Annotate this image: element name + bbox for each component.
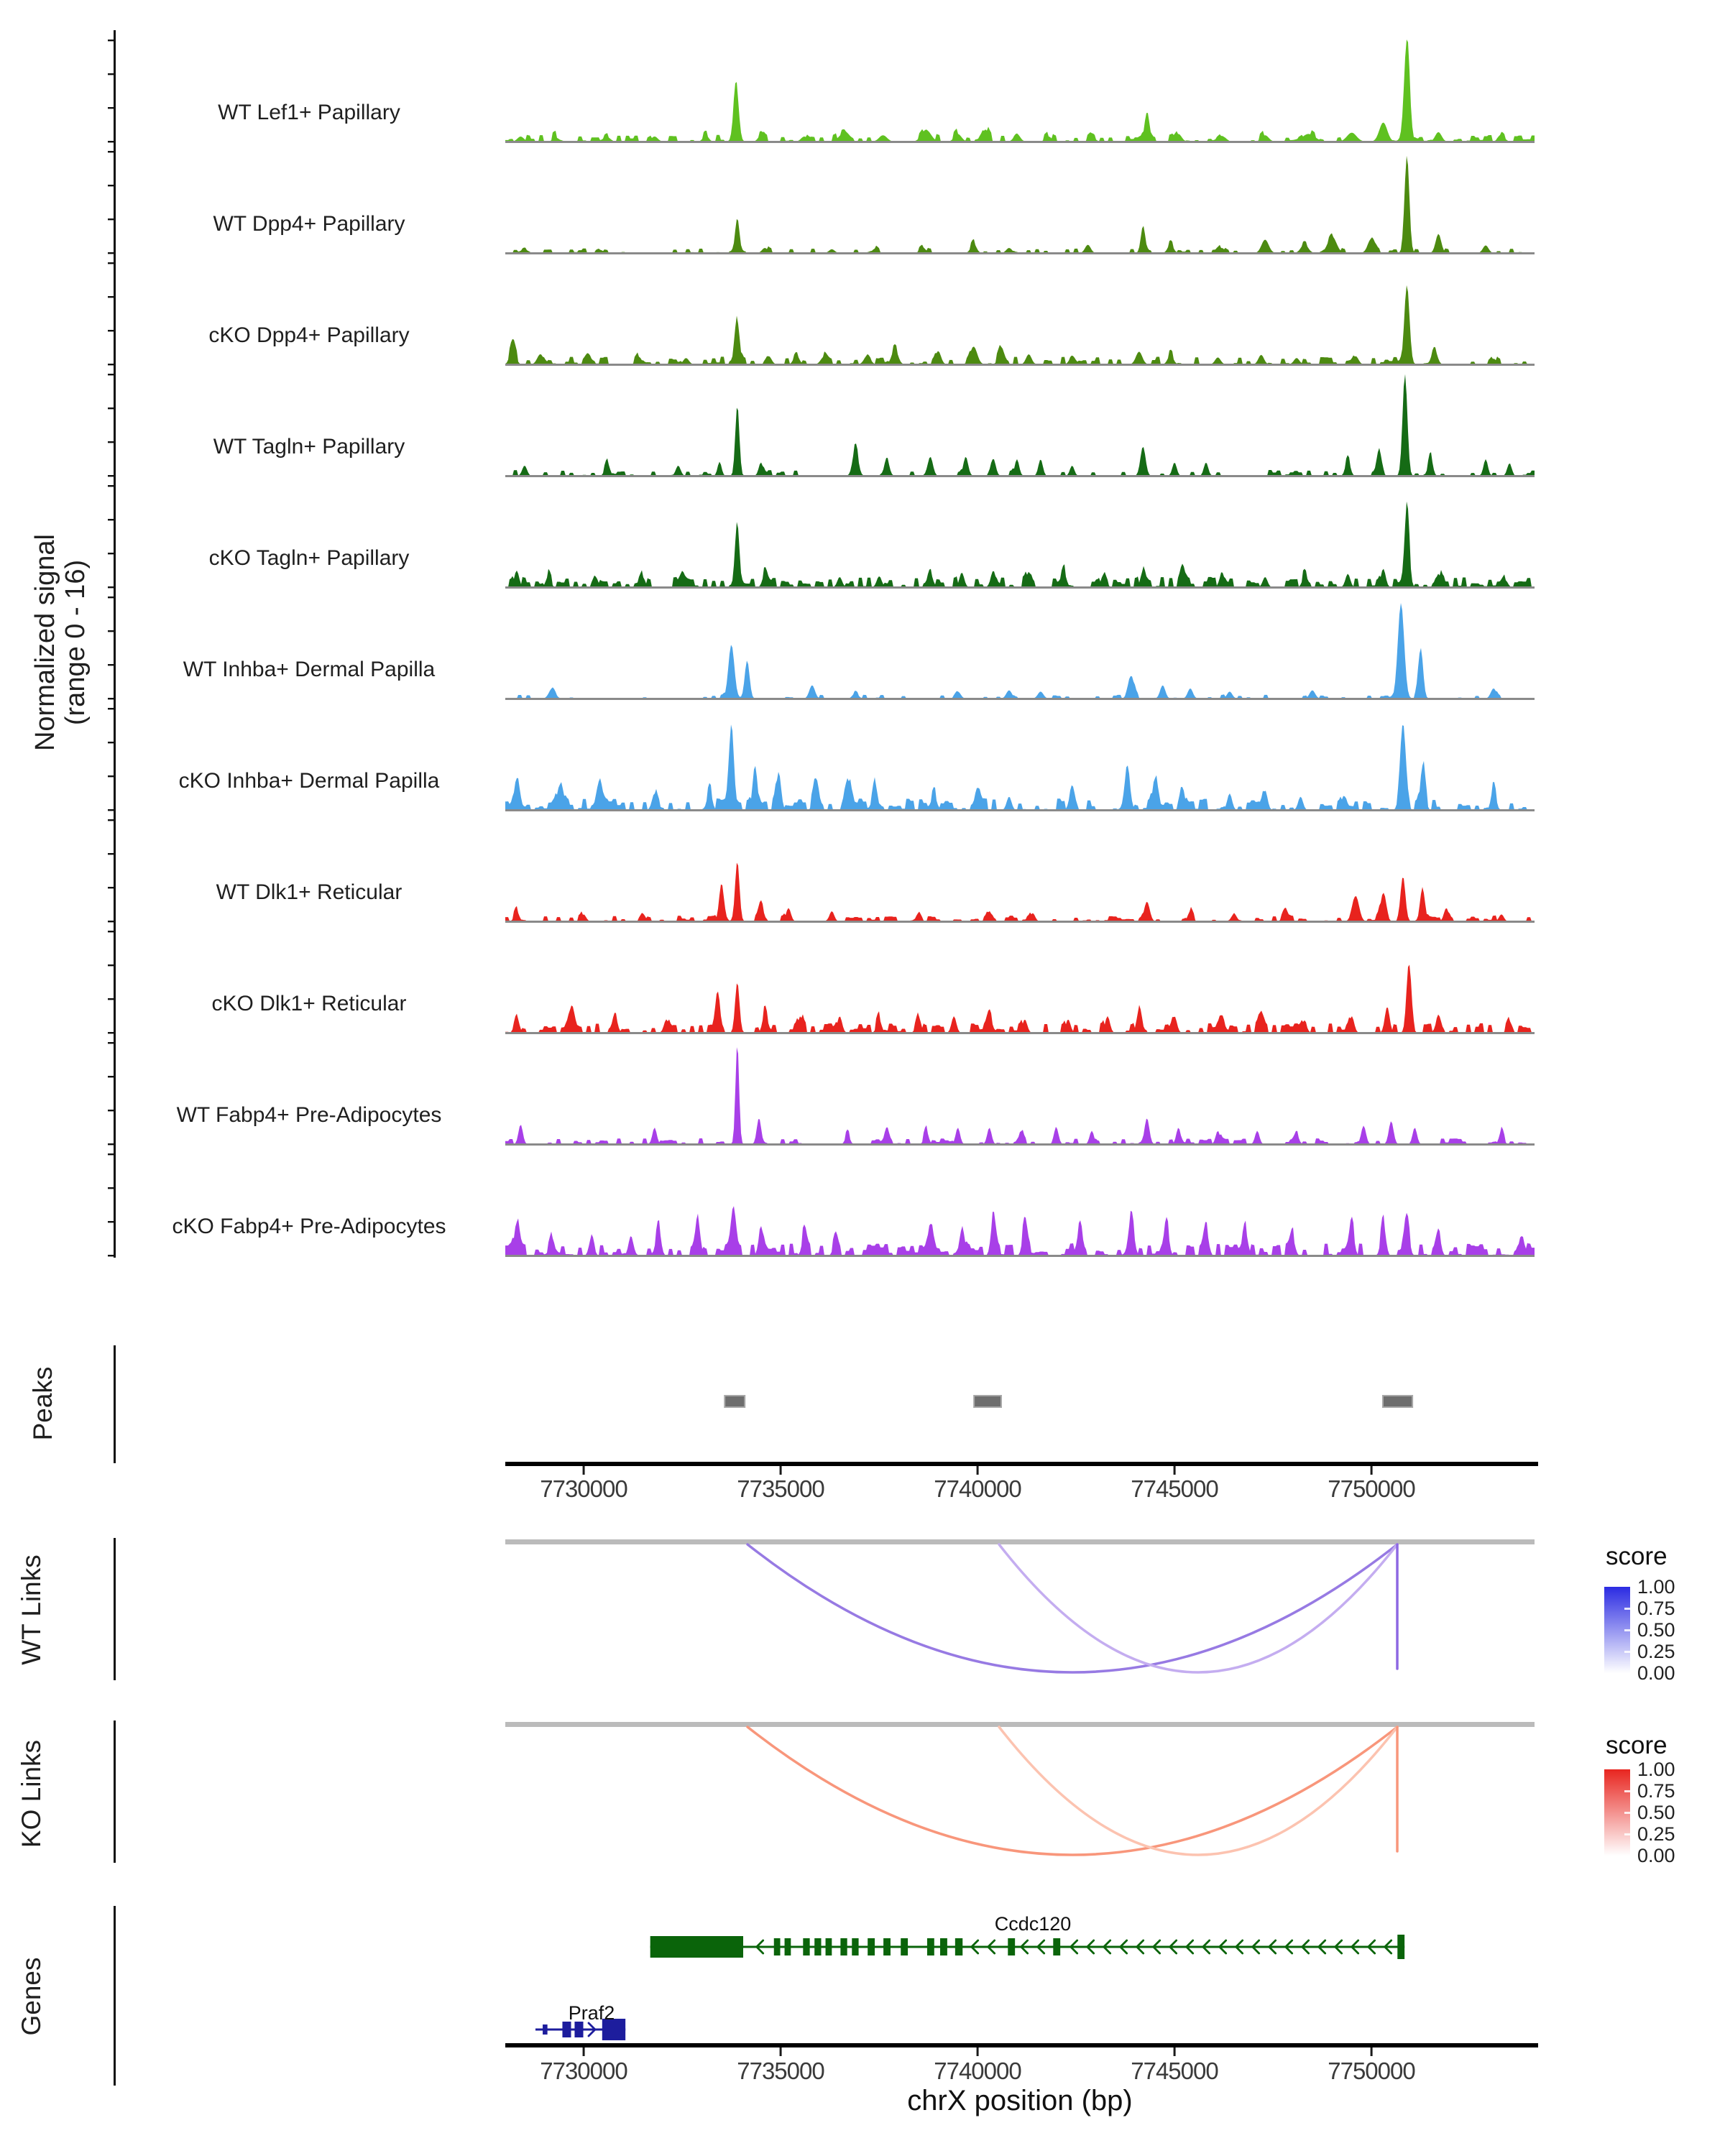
- x-axis-tick: [1174, 1466, 1176, 1475]
- gene-label-ccdc120: Ccdc120: [994, 1913, 1072, 1935]
- peaks-axis-line: [114, 1345, 116, 1463]
- signal-track: [505, 1047, 1535, 1146]
- signal-y-axis-tick: [108, 853, 114, 854]
- signal-y-axis-tick: [108, 921, 114, 922]
- gene-exon: [927, 1938, 934, 1955]
- signal-baseline: [505, 252, 1535, 254]
- ko-links-section-label: KO Links: [17, 1739, 46, 1848]
- signal-y-axis-tick: [108, 1042, 114, 1044]
- track-label: WT Dlk1+ Reticular: [216, 880, 402, 904]
- genome-x-axis: [505, 2043, 1538, 2056]
- signal-y-axis-tick: [108, 964, 114, 966]
- signal-baseline: [505, 921, 1535, 923]
- legend-tick-label: 0.00: [1637, 1845, 1675, 1866]
- signal-baseline: [505, 1255, 1535, 1257]
- gene-exon: [774, 1938, 781, 1955]
- gene-exon: [940, 1938, 947, 1955]
- track-label: cKO Fabp4+ Pre-Adipocytes: [172, 1215, 446, 1238]
- signal-y-axis-tick: [108, 931, 114, 932]
- genes-section-label: Genes: [17, 1957, 46, 2036]
- legend-tick-mark: [1624, 1833, 1630, 1835]
- gene-model: [650, 1935, 1404, 1959]
- legend-tick-mark: [1624, 1812, 1630, 1814]
- x-axis-line: [505, 2043, 1538, 2047]
- genome-x-axis: [505, 1462, 1538, 1475]
- x-axis-tick: [1174, 2047, 1176, 2056]
- x-tick-label: 7745000: [1131, 1475, 1218, 1502]
- signal-y-axis-tick: [108, 252, 114, 254]
- track-label: cKO Inhba+ Dermal Papilla: [178, 769, 440, 793]
- signal-y-axis-tick: [108, 374, 114, 375]
- signal-y-axis-tick: [108, 519, 114, 520]
- signal-area: [505, 964, 1535, 1033]
- signal-area: [505, 40, 1535, 142]
- signal-y-axis-tick: [108, 296, 114, 298]
- gene-exon: [1053, 1938, 1060, 1955]
- signal-area: [505, 724, 1535, 810]
- x-tick-label: 7735000: [737, 2058, 824, 2084]
- signal-y-axis-tick: [108, 141, 114, 142]
- gene-exon: [785, 1938, 791, 1955]
- x-axis-tick: [977, 2047, 979, 2056]
- track-label: WT Fabp4+ Pre-Adipocytes: [176, 1103, 442, 1127]
- legend-tick-label: 0.25: [1637, 1823, 1675, 1845]
- gene-exon: [901, 1938, 908, 1955]
- signal-area: [505, 285, 1535, 364]
- score-legend-gradient: [1604, 1769, 1630, 1856]
- links-axis-line: [114, 1538, 116, 1680]
- signal-area: [505, 1206, 1535, 1256]
- gene-exon: [883, 1938, 891, 1955]
- signal-track: [505, 285, 1535, 366]
- gene-exon: [868, 1938, 875, 1955]
- signal-area: [505, 603, 1535, 699]
- wt-links-panel: [114, 1538, 1535, 1680]
- wt-links-section-label: WT Links: [17, 1554, 46, 1665]
- signal-y-axis-tick: [108, 1032, 114, 1033]
- gene-exon: [803, 1938, 809, 1955]
- signal-y-axis-tick: [108, 630, 114, 632]
- signal-y-axis-tick: [108, 596, 114, 598]
- peak-region: [1383, 1396, 1412, 1407]
- gene-body-line: [650, 1946, 1404, 1948]
- signal-y-axis-tick: [108, 185, 114, 186]
- signal-y-axis-tick: [108, 73, 114, 75]
- links-anchor-bar: [505, 1539, 1535, 1544]
- track-label: WT Tagln+ Papillary: [213, 435, 405, 459]
- signal-y-axis-tick: [108, 742, 114, 743]
- signal-baseline: [505, 698, 1535, 700]
- gene-exon: [1397, 1935, 1404, 1959]
- gene-exon: [574, 2022, 583, 2037]
- signal-baseline: [505, 475, 1535, 477]
- score-legend-title: score: [1606, 1731, 1668, 1759]
- signal-y-axis-tick: [108, 819, 114, 821]
- x-axis-tick: [780, 2047, 782, 2056]
- gene-exon: [562, 2022, 571, 2037]
- track-label: WT Inhba+ Dermal Papilla: [183, 658, 436, 681]
- gene-exon: [852, 1938, 858, 1955]
- legend-tick-label: 0.75: [1637, 1780, 1675, 1802]
- signal-y-axis-tick: [108, 1187, 114, 1189]
- track-label: cKO Dlk1+ Reticular: [211, 992, 407, 1015]
- signal-area: [505, 502, 1535, 587]
- x-axis-title: chrX position (bp): [907, 2085, 1133, 2116]
- gene-exon: [814, 1938, 821, 1955]
- signal-y-axis-tick: [108, 407, 114, 409]
- legend-tick-label: 0.50: [1637, 1802, 1675, 1823]
- x-axis-line: [505, 1462, 1538, 1466]
- signal-y-axis-tick: [108, 1143, 114, 1145]
- peak-region: [724, 1396, 745, 1407]
- signal-y-axis-tick: [108, 698, 114, 699]
- signal-y-axis-tick: [108, 364, 114, 365]
- signal-track: [505, 724, 1535, 811]
- legend-tick-mark: [1624, 1629, 1630, 1631]
- signal-axis-title-line2: (range 0 - 16): [60, 559, 91, 726]
- link-arc: [748, 1727, 1397, 1855]
- signal-track: [505, 964, 1535, 1034]
- legend-tick-mark: [1624, 1608, 1630, 1610]
- signal-y-axis-tick: [108, 475, 114, 476]
- x-axis-tick: [583, 1466, 585, 1475]
- signal-y-axis-tick: [108, 809, 114, 811]
- x-tick-label: 7745000: [1131, 2058, 1218, 2084]
- legend-tick-label: 1.00: [1637, 1759, 1675, 1780]
- links-axis-line: [114, 1720, 116, 1863]
- x-axis-tick: [1371, 2047, 1373, 2056]
- x-tick-label: 7750000: [1328, 1475, 1415, 1502]
- score-legend-gradient: [1604, 1587, 1630, 1673]
- signal-track: [505, 156, 1535, 254]
- signal-track: [505, 40, 1535, 143]
- signal-y-axis-tick: [108, 708, 114, 709]
- gene-label-praf2: Praf2: [568, 2002, 615, 2024]
- signal-baseline: [505, 586, 1535, 589]
- signal-y-axis-tick: [108, 485, 114, 487]
- signal-y-axis-tick: [108, 586, 114, 588]
- signal-area: [505, 1047, 1535, 1144]
- signal-baseline: [505, 809, 1535, 811]
- signal-track: [505, 502, 1535, 589]
- signal-y-axis-tick: [108, 151, 114, 152]
- signal-track: [505, 374, 1535, 477]
- x-tick-label: 7730000: [540, 2058, 627, 2084]
- signal-y-axis-tick: [108, 1255, 114, 1256]
- peaks-section-label: Peaks: [28, 1366, 58, 1441]
- signal-baseline: [505, 364, 1535, 366]
- legend-tick-label: 0.50: [1637, 1619, 1675, 1641]
- gene-exon: [955, 1938, 962, 1955]
- signal-y-axis-tick: [108, 40, 114, 41]
- score-legend-title: score: [1606, 1542, 1668, 1570]
- track-label: cKO Tagln+ Papillary: [208, 546, 410, 570]
- genes-axis-line: [114, 1906, 116, 2086]
- x-tick-label: 7730000: [540, 1475, 627, 1502]
- peak-region: [974, 1396, 1001, 1407]
- x-tick-label: 7740000: [934, 1475, 1021, 1502]
- ko-links-panel: [114, 1720, 1535, 1863]
- x-axis-tick: [780, 1466, 782, 1475]
- legend-tick-label: 1.00: [1637, 1576, 1675, 1598]
- signal-baseline: [505, 1032, 1535, 1034]
- links-anchor-bar: [505, 1722, 1535, 1727]
- signal-baseline: [505, 141, 1535, 143]
- legend-tick-label: 0.75: [1637, 1598, 1675, 1619]
- gene-exon: [543, 2024, 548, 2035]
- signal-track: [505, 1206, 1535, 1257]
- signal-area: [505, 863, 1535, 922]
- track-label: WT Lef1+ Papillary: [218, 101, 400, 124]
- signal-track: [505, 603, 1535, 700]
- peaks-panel: [114, 1345, 1412, 1463]
- legend-tick-label: 0.00: [1637, 1662, 1675, 1684]
- signal-y-axis-tick: [108, 262, 114, 264]
- signal-area: [505, 374, 1535, 476]
- signal-axis-title: [30, 420, 93, 865]
- x-tick-label: 7750000: [1328, 2058, 1415, 2084]
- x-axis-tick: [583, 2047, 585, 2056]
- x-axis-tick: [1371, 1466, 1373, 1475]
- signal-track: [505, 863, 1535, 923]
- signal-y-axis-tick: [108, 1153, 114, 1155]
- signal-y-axis-tick: [108, 1076, 114, 1077]
- signal-baseline: [505, 1143, 1535, 1146]
- x-axis-tick: [977, 1466, 979, 1475]
- x-tick-label: 7735000: [737, 1475, 824, 1502]
- gene-exon: [840, 1938, 847, 1955]
- x-tick-label: 7740000: [934, 2058, 1021, 2084]
- gene-exon: [650, 1936, 743, 1958]
- legend-tick-mark: [1624, 1790, 1630, 1792]
- legend-tick-mark: [1624, 1651, 1630, 1653]
- signal-axis-title-line1: Normalized signal: [30, 534, 60, 752]
- track-label: cKO Dpp4+ Papillary: [208, 323, 410, 347]
- gene-exon: [826, 1938, 832, 1955]
- signal-area: [505, 156, 1535, 253]
- gene-exon: [1008, 1938, 1015, 1955]
- track-label: WT Dpp4+ Papillary: [213, 212, 405, 236]
- legend-tick-label: 0.25: [1637, 1641, 1675, 1662]
- link-arc: [748, 1544, 1397, 1672]
